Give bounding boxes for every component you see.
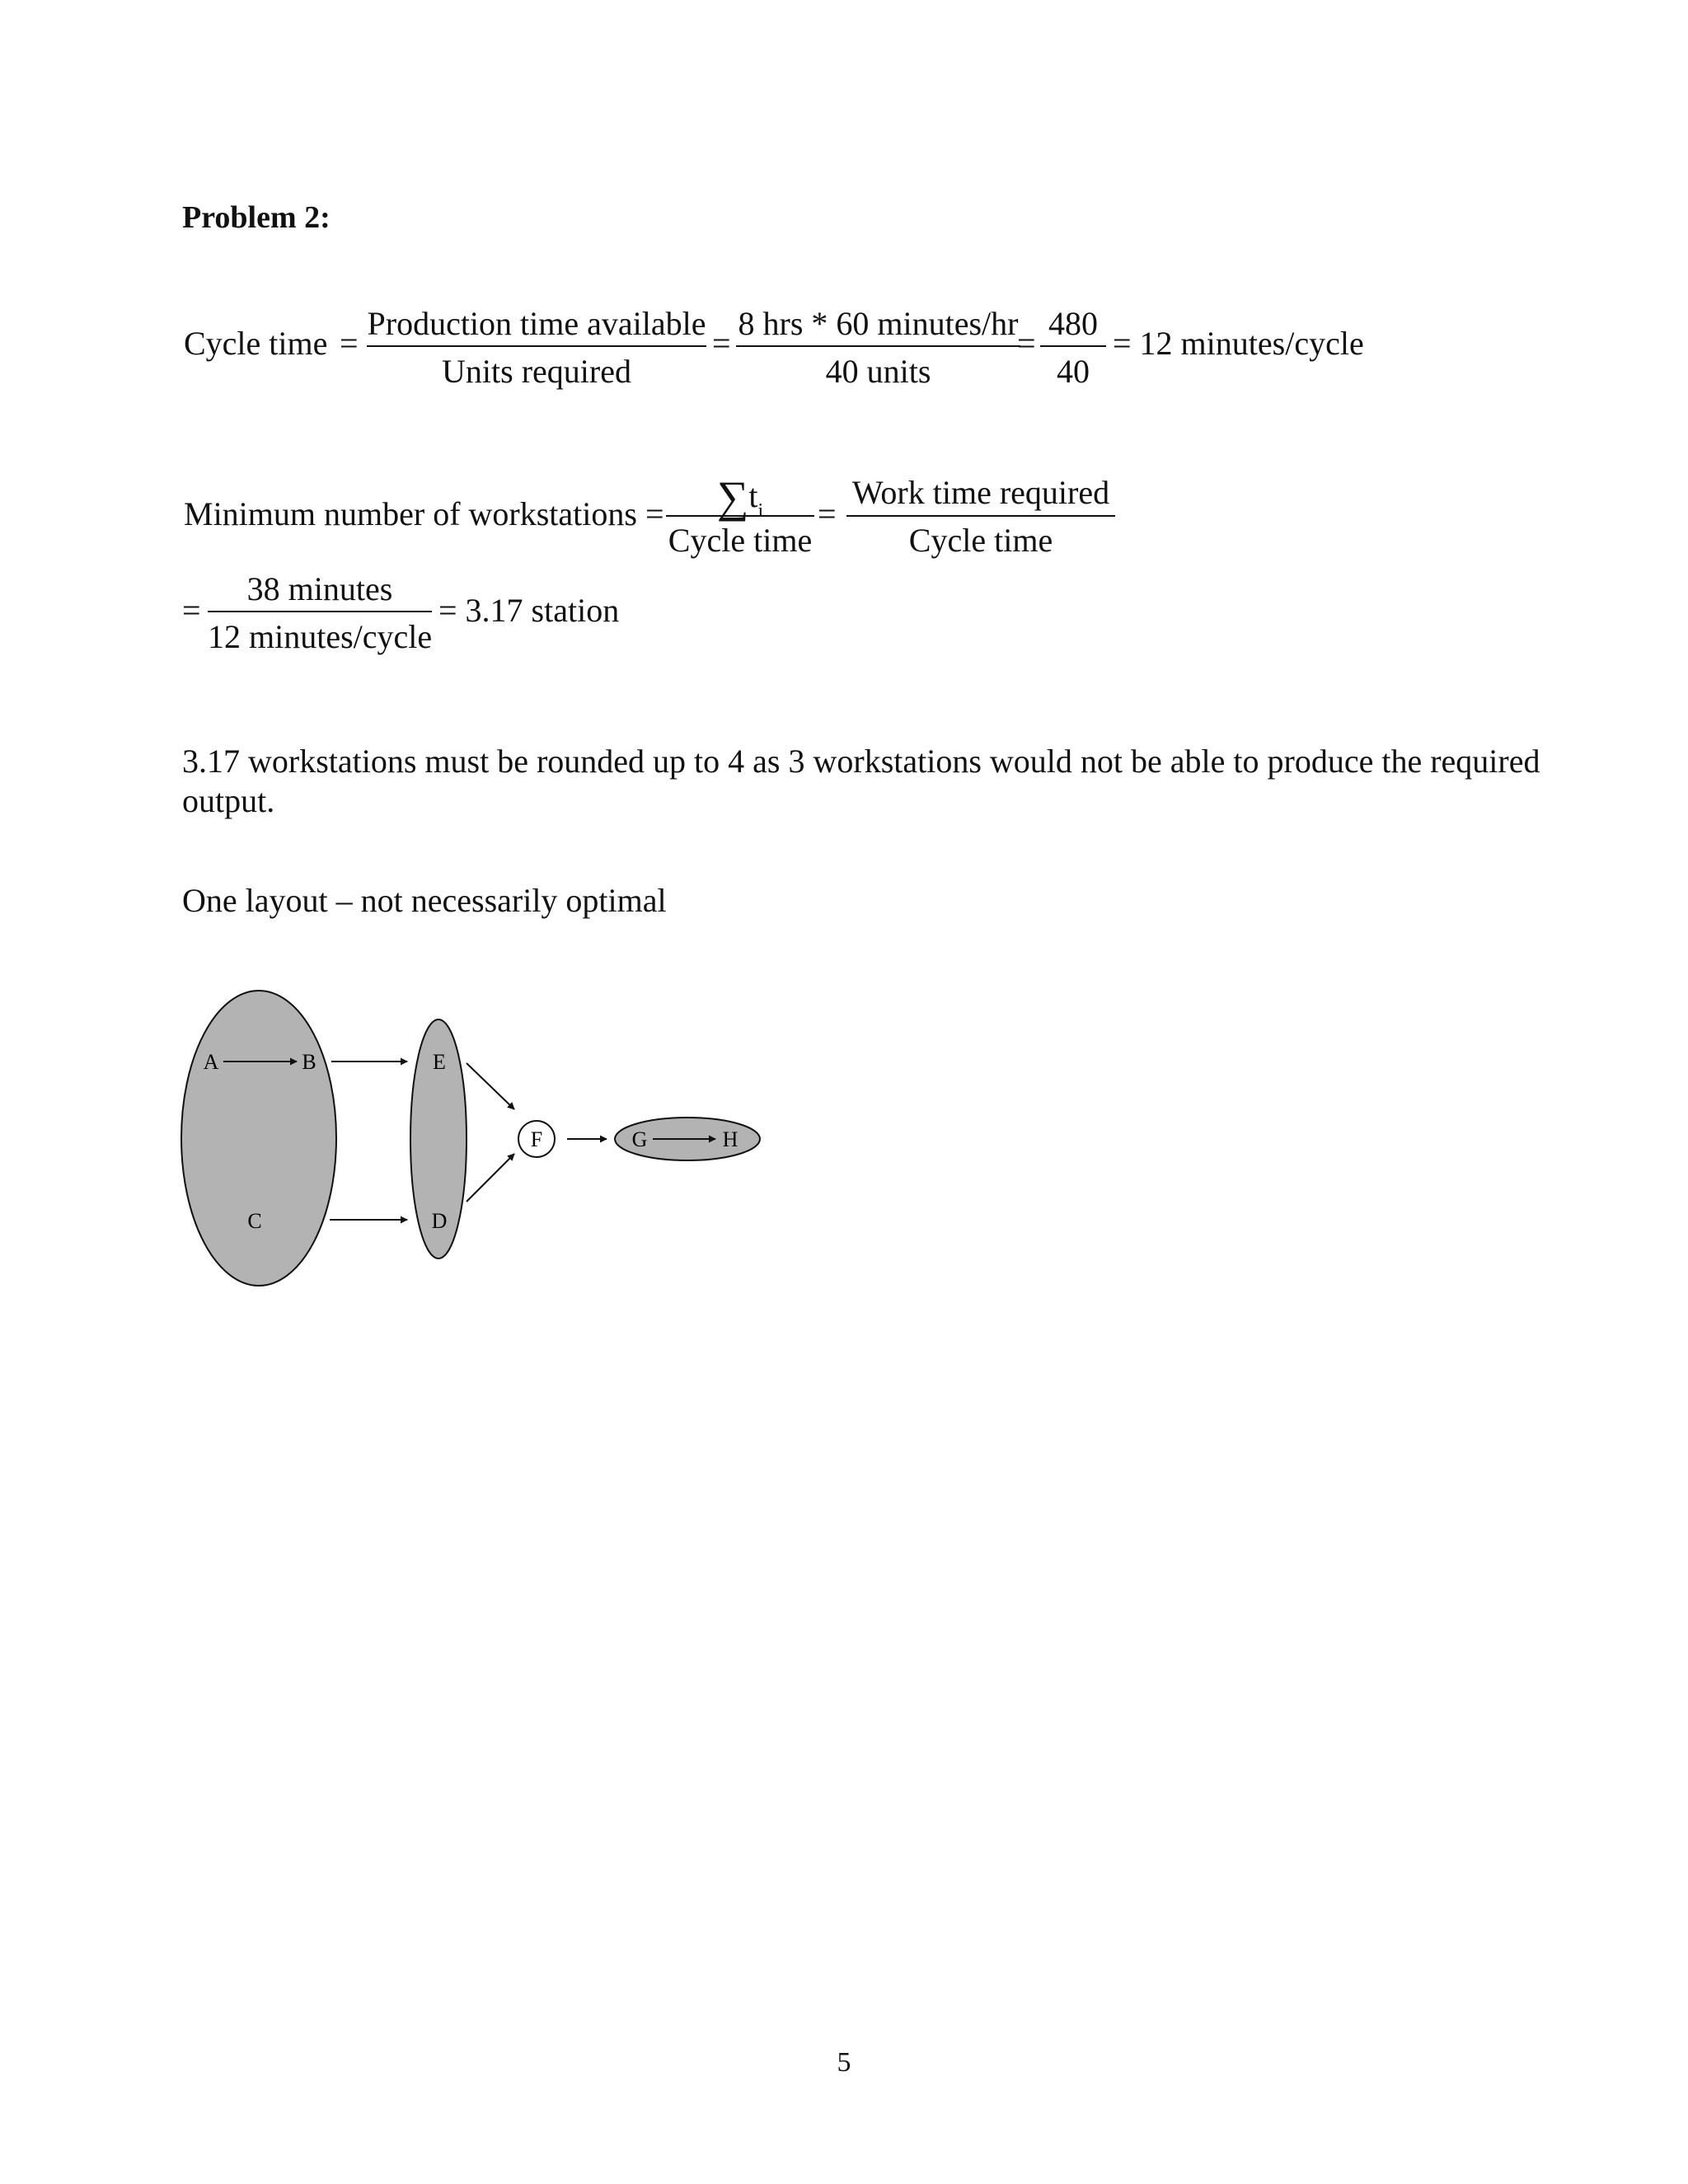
cycle-time-result: = 12 minutes/cycle xyxy=(1113,325,1364,362)
fraction-denominator: 12 minutes/cycle xyxy=(208,618,433,655)
fraction-numerator: 38 minutes xyxy=(246,570,393,607)
equals-sign: = xyxy=(1017,325,1036,362)
equals-sign: = xyxy=(818,495,837,532)
summation-symbol: ∑ xyxy=(716,472,749,522)
fraction-numerator: 8 hrs * 60 minutes/hr xyxy=(738,305,1019,342)
node-f-label: F xyxy=(530,1127,543,1151)
fraction-numerator: Work time required xyxy=(851,474,1110,511)
equals-sign: = xyxy=(712,325,731,362)
node-g-label: G xyxy=(631,1127,648,1151)
node-d-label: D xyxy=(431,1209,448,1233)
fraction-denominator: 40 units xyxy=(825,353,931,390)
equals-sign: = xyxy=(340,325,359,362)
fraction-denominator: Units required xyxy=(442,353,631,390)
fraction-denominator: Cycle time xyxy=(668,522,813,559)
node-c-label: C xyxy=(247,1209,262,1233)
arrow-e-to-f xyxy=(467,1063,514,1109)
equals-sign: = xyxy=(182,592,201,629)
node-a-label: A xyxy=(203,1050,219,1074)
page-number: 5 xyxy=(837,2047,851,2078)
variable-t: t xyxy=(748,477,758,514)
arrow-d-to-f xyxy=(467,1154,514,1202)
fraction-denominator: Cycle time xyxy=(908,522,1053,559)
station-1-ellipse xyxy=(181,991,336,1286)
fraction-denominator: 40 xyxy=(1057,353,1090,390)
node-e-label: E xyxy=(433,1050,446,1074)
node-h-label: H xyxy=(722,1127,738,1151)
fraction-numerator: Production time available xyxy=(367,305,706,342)
node-b-label: B xyxy=(302,1050,316,1074)
rounding-explanation: 3.17 workstations must be rounded up to 4 as 3 workstations would not be able to produce the required output. xyxy=(182,743,1540,819)
layout-caption: One layout – not necessarily optimal xyxy=(182,882,667,919)
min-workstations-result: = 3.17 station xyxy=(438,592,620,629)
subscript-i: i xyxy=(757,500,764,522)
cycle-time-label: Cycle time xyxy=(184,325,328,362)
fraction-numerator: 480 xyxy=(1048,305,1098,342)
min-workstations-label: Minimum number of workstations = xyxy=(184,495,664,532)
problem-heading: Problem 2: xyxy=(182,200,331,235)
